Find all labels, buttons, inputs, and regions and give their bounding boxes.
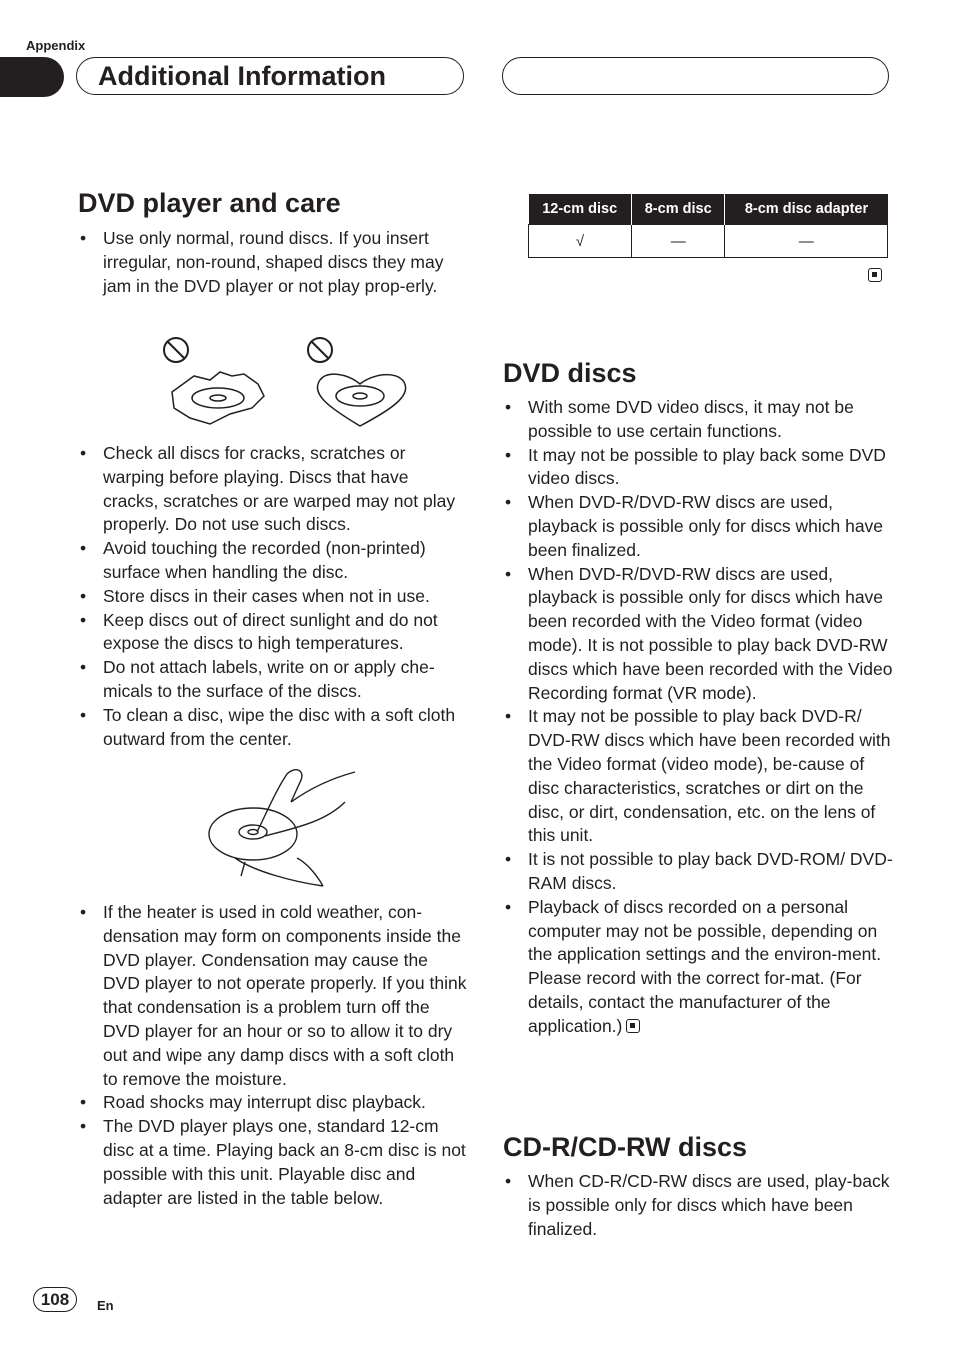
heading-dvd-player-care: DVD player and care — [78, 188, 341, 218]
list-item: • The DVD player plays one, standard 12-cm disc at a time. Playing back an 8-cm disc is not possible with this unit. Playable disc and adapter are listed in the table below. — [78, 1115, 468, 1210]
list-item: • When DVD-R/DVD-RW discs are used, playback is possible only for discs which have been recorded with the Video format (video mode). It is not possible to play back DVD-RW discs which have been recorded with the Video Recording format (VR mode). — [503, 563, 895, 706]
list-item: • Store discs in their cases when not in use. — [78, 585, 468, 609]
list-item: • Check all discs for cracks, scratches or warping before playing. Discs that have cracks, scratches or are warped may not play properly. Do not use such discs. — [78, 442, 468, 537]
list-item: • When CD-R/CD-RW discs are used, play-back is possible only for discs which have been finalized. — [503, 1170, 895, 1241]
list-item: • Use only normal, round discs. If you insert irregular, non-round, shaped discs they may jam in the DVD player or not play prop-erly. — [78, 227, 468, 298]
list-item: • Playback of discs recorded on a personal computer may not be possible, depending on the application settings and the environ-ment. Please record with the correct for-mat. (For details, contact the manufacturer of the application.) — [503, 896, 895, 1039]
list-item: • With some DVD video discs, it may not be possible to use certain functions. — [503, 396, 895, 444]
table-header: 12-cm disc — [529, 194, 632, 225]
prohibited-icon — [308, 338, 332, 362]
table-header: 8-cm disc adapter — [725, 194, 888, 225]
list-item: • Keep discs out of direct sunlight and do not expose the discs to high temperatures. — [78, 609, 468, 657]
list-item: • When DVD-R/DVD-RW discs are used, playback is possible only for discs which have been finalized. — [503, 491, 895, 562]
care-list-c — [78, 901, 468, 1210]
cd-discs-list — [503, 1170, 895, 1241]
irregular-discs-illustration — [160, 334, 410, 430]
page-number: 108 — [33, 1287, 77, 1312]
dvd-discs-list — [503, 396, 895, 1039]
section-tab-marker — [0, 57, 64, 97]
list-item: • It may not be possible to play back DVD-R/ DVD-RW discs which have been recorded with the Video format (video mode), be-cause of disc characteristics, scratches or dirt on the disc, or dirt, condensation, etc. on the lens of this unit. — [503, 705, 895, 848]
care-list-a — [78, 227, 468, 298]
prohibited-icon — [164, 338, 188, 362]
list-item: • If the heater is used in cold weather, con-densation may form on components inside the DVD player. Condensation may cause the DVD player to not operate properly. If you think that condensation is a problem turn off the DVD player for an hour or so to allow it to dry out and wipe any damp discs with a soft cloth to remove the moisture. — [78, 901, 468, 1091]
breadcrumb: Appendix — [26, 38, 86, 53]
end-mark-icon — [626, 1019, 640, 1033]
heading-dvd-discs: DVD discs — [503, 358, 637, 388]
heart-shape-disc — [317, 374, 405, 426]
table-cell: √ — [529, 225, 632, 258]
language-code: En — [97, 1298, 114, 1313]
care-list-b — [78, 442, 468, 751]
table-cell: — — [631, 225, 725, 258]
list-item: • Road shocks may interrupt disc playback. — [78, 1091, 468, 1115]
table-header: 8-cm disc — [631, 194, 725, 225]
table-cell: — — [725, 225, 888, 258]
table-row — [529, 225, 888, 258]
section-title: Additional Information — [98, 61, 386, 91]
list-item: • Avoid touching the recorded (non-printed) surface when handling the disc. — [78, 537, 468, 585]
list-item: • It is not possible to play back DVD-ROM/ DVD-RAM discs. — [503, 848, 895, 896]
heading-cd-discs: CD-R/CD-RW discs — [503, 1132, 748, 1162]
irregular-shape-disc — [172, 372, 264, 424]
empty-header-frame — [502, 57, 889, 95]
list-item: • Do not attach labels, write on or apply che-micals to the surface of the discs. — [78, 656, 468, 704]
end-mark-icon — [868, 268, 882, 282]
cleaning-disc-illustration — [205, 762, 365, 888]
list-item: • To clean a disc, wipe the disc with a soft cloth outward from the center. — [78, 704, 468, 752]
list-item: • It may not be possible to play back some DVD video discs. — [503, 444, 895, 492]
playable-disc-table — [528, 194, 888, 258]
